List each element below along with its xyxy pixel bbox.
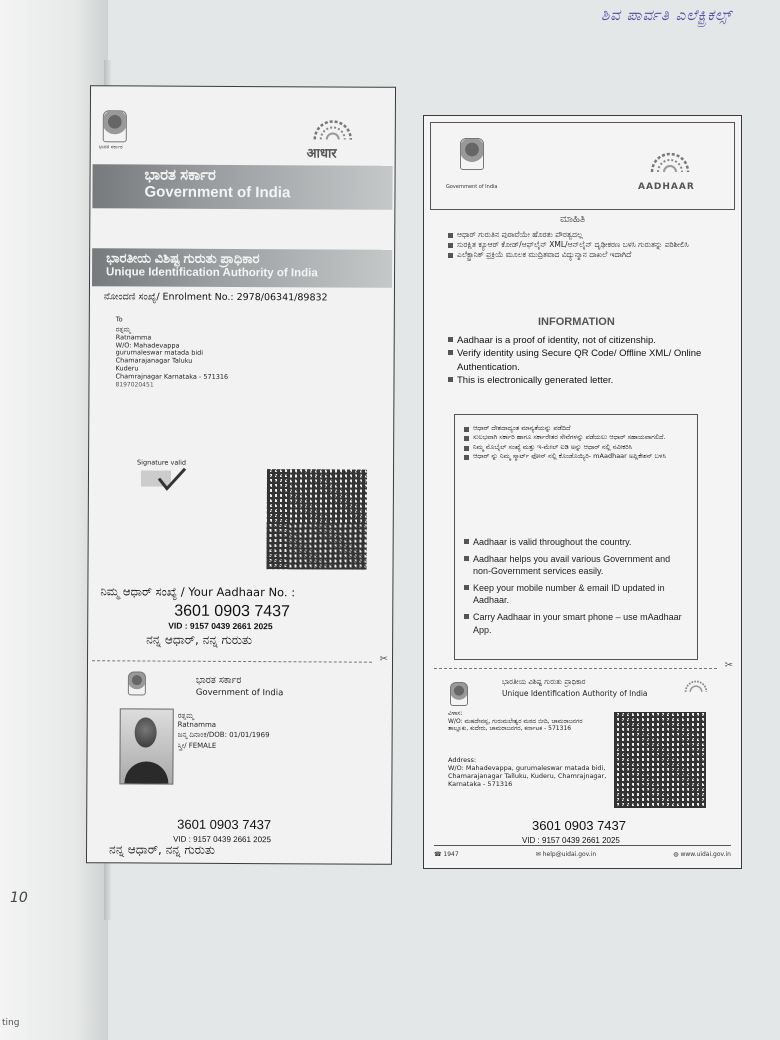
back-uidai: Unique Identification Authority of India <box>502 689 648 698</box>
info-bullet <box>448 230 724 240</box>
address-label: Address: <box>448 756 477 764</box>
ashoka-emblem-icon <box>460 138 484 170</box>
scissors-icon: ✂ <box>379 653 389 665</box>
id-aadhaar-number: 3601 0903 7437 <box>177 816 272 833</box>
vid-number: VID : 9157 0439 2661 2025 <box>168 620 273 632</box>
bullet-icon <box>464 539 469 544</box>
bullet-icon <box>464 585 469 590</box>
footer-phone-text: 1947 <box>443 850 459 858</box>
bullet-icon <box>464 436 469 441</box>
qr-code-back <box>614 712 706 808</box>
bullet-icon <box>448 243 453 248</box>
gov-kannada: ಭಾರತ ಸರ್ಕಾರ <box>144 166 216 184</box>
bullet-text: ಸುರಕ್ಷಿತ ಕ್ಯೂಆರ್ ಕೋಡ್/ಆಫ್‌ಲೈನ್ XML/ಆನ್‌ಲೈನ್ ದೃಢೀಕರಣ ಬಳಸಿ ಗುರುತನ್ನು ಪರಿಶೀಲಿಸಿ <box>457 240 689 250</box>
bullet-text: Aadhaar helps you avail various Government and non-Government services easily. <box>473 553 671 577</box>
bullet-text: ಆಧಾರ್ ನ್ನು ನಿಮ್ಮ ಸ್ಮಾರ್ಟ್ ಫೋನ್ ನಲ್ಲಿ ಕೊಂಡೊಯ್ಯಿರಿ- mAadhaar ಅಪ್ಲಿಕೇಶನ್ ಬಳಸಿ <box>473 452 666 461</box>
handwritten-annotation: ಶಿವ ಪಾರ್ವತಿ ಎಲೆಕ್ಟ್ರಿಕಲ್ಸ್ <box>601 6 732 24</box>
bullet-icon <box>464 455 469 460</box>
email-icon: ✉ <box>535 850 543 858</box>
id-vid-number: VID : 9157 0439 2661 2025 <box>173 834 271 845</box>
address-label-kannada: ವಿಳಾಸ: <box>448 710 463 717</box>
back-gov-kannada: ಭಾರತೀಯ ವಿಶಿಷ್ಟ ಗುರುತು ಪ್ರಾಧಿಕಾರ <box>502 678 586 686</box>
info-bullet <box>464 536 690 549</box>
info-bullet <box>448 374 724 387</box>
address-line: W/O: Mahadevappa <box>115 340 180 350</box>
bullet-icon <box>448 350 453 355</box>
id-name: Ratnamma <box>177 720 217 729</box>
box-english-list <box>464 536 690 636</box>
bullet-icon <box>464 614 469 619</box>
bullet-icon <box>464 556 469 561</box>
bullet-icon <box>464 446 469 451</box>
info-bullet <box>448 240 724 250</box>
address-block <box>115 326 295 389</box>
address-line: Ratnamma <box>115 333 152 342</box>
info-bullet <box>464 452 690 461</box>
id-gov-kannada: ಭಾರತ ಸರ್ಕಾರ <box>195 674 242 687</box>
id-gov-english: Government of India <box>195 687 284 699</box>
back-vid-number: VID : 9157 0439 2661 2025 <box>522 836 620 845</box>
info-bullet <box>464 443 690 452</box>
bullet-text: ನಿಮ್ಮ ಮೊಬೈಲ್ ಸಂಖ್ಯೆ ಮತ್ತು ಇ-ಮೇಲ್ ಐಡಿ ಅನ್ನು ಆಧಾರ್ ನಲ್ಲಿ ನವೀಕರಿಸಿ <box>473 442 633 451</box>
emblem-caption: Government of India <box>446 184 498 190</box>
info-bullet <box>448 347 724 374</box>
aadhaar-logo-icon <box>646 148 694 186</box>
footer-email <box>536 851 596 858</box>
info-bullet <box>464 582 690 607</box>
gov-english: Government of India <box>144 183 291 202</box>
phone-icon: ☎ <box>434 850 444 858</box>
address-text-kannada: W/O: ಮಹದೇವಪ್ಪ, ಗುರುಮಲೇಶ್ವರ ಮಠದ ಬೀದಿ, ಚಾಮರಾಜನಗರ ತಾಲ್ಲೂಕು, ಕುದೇರು, ಚಾಮರಾಜನಗರ, ಕರ್ನಾಟಕ - 571316 <box>448 717 583 732</box>
bullet-text: Aadhaar is valid throughout the country. <box>473 537 632 547</box>
address-line: Kuderu <box>115 364 139 373</box>
footer-web <box>673 851 731 858</box>
bullet-text: ಸುಲಭವಾಗಿ ಸರ್ಕಾರಿ ಹಾಗೂ ಸರ್ಕಾರೇತರ ಸೇವೆಗಳನ್ನು ಪಡೆಯಲು ಆಧಾರ್ ಸಹಾಯವಾಗಲಿದೆ. <box>473 433 666 442</box>
corner-note: ting <box>2 1018 20 1028</box>
bullet-text: This is electronically generated letter. <box>457 374 614 386</box>
globe-icon: ◍ <box>673 850 681 858</box>
tagline: ನನ್ನ ಆಧಾರ್, ನನ್ನ ಗುರುತು <box>146 632 253 648</box>
uidai-english: Unique Identification Authority of India <box>106 266 318 280</box>
address-text: W/O: Mahadevappa, gurumaleswar matada bidi, Chamarajanagar Talluku, Kuderu, Chamrajnagar, Karnataka - 571316 <box>448 764 607 789</box>
bullet-text: Carry Aadhaar in your smart phone – use mAadhaar App. <box>473 611 682 635</box>
aadhaar-logo-icon <box>680 678 712 700</box>
address-line: 8197020451 <box>115 380 154 389</box>
back-aadhaar-number: 3601 0903 7437 <box>532 818 626 833</box>
bullet-icon <box>448 233 453 238</box>
bullet-icon <box>448 253 453 258</box>
footer-web-text: www.uidai.gov.in <box>680 850 731 858</box>
cut-line <box>434 668 717 669</box>
aadhaar-letter-back <box>423 115 742 869</box>
id-name-kannada: ರತ್ನಮ್ಮ <box>177 711 194 720</box>
info-bullet <box>464 433 690 442</box>
english-info-list <box>448 334 724 387</box>
your-aadhaar-label: ನಿಮ್ಮ ಆಧಾರ್ ಸಂಖ್ಯೆ / Your Aadhaar No. : <box>100 584 296 600</box>
aadhaar-letter-front <box>86 85 396 865</box>
to-label: To <box>115 315 123 324</box>
id-dob: ಜನ್ಮ ದಿನಾಂಕ/DOB: 01/01/1969 <box>177 730 270 740</box>
address-line: Chamrajnagar Karnataka - 571316 <box>115 372 229 381</box>
signature-check-icon <box>141 466 193 492</box>
kannada-info-list <box>448 230 724 260</box>
uidai-band <box>92 248 392 288</box>
info-bullet <box>448 250 724 260</box>
bullet-text: ಎಲೆಕ್ಟ್ರಾನಿಕ್ ಪ್ರಕ್ರಿಯೆ ಮೂಲಕ ಮುದ್ರಿತವಾದ ವಿದ್ಯುನ್ಮಾನ ದಾಖಲೆ ಇದಾಗಿದೆ <box>457 250 632 260</box>
government-band <box>92 164 392 210</box>
photo-face <box>135 717 157 747</box>
emblem-caption: ಭಾರತ ಸರ್ಕಾರ <box>98 144 123 151</box>
scissors-icon: ✂ <box>724 660 733 671</box>
info-kannada-heading: ಮಾಹಿತಿ <box>560 214 586 225</box>
bullet-text: ಆಧಾರ್ ದೇಶದಾದ್ಯಂತ ಮಾನ್ಯತೆಯನ್ನು ಪಡೆದಿದೆ <box>473 424 571 432</box>
aadhaar-logo-text: आधार <box>306 146 337 162</box>
aadhaar-logo-text: AADHAAR <box>638 182 695 192</box>
footer-phone <box>434 851 459 858</box>
aadhaar-number: 3601 0903 7437 <box>174 602 291 621</box>
ashoka-emblem-icon <box>128 671 146 695</box>
cut-line <box>92 660 372 662</box>
bullet-text: ಆಧಾರ್ ಗುರುತಿನ ಪುರಾವೆಯೇ ಹೊರತು ಪೌರತ್ವದಲ್ಲ <box>457 230 583 239</box>
ashoka-emblem-icon <box>103 110 127 142</box>
box-kannada-list <box>464 424 690 462</box>
bullet-text: Keep your mobile number & email ID updated in Aadhaar. <box>473 582 665 606</box>
ashoka-emblem-icon <box>450 682 468 706</box>
bullet-text: Aadhaar is a proof of identity, not of citizenship. <box>457 335 656 346</box>
info-bullet <box>464 553 690 578</box>
bullet-icon <box>448 337 453 342</box>
address-line: Chamarajanagar Taluku <box>115 356 193 365</box>
back-address-english <box>448 756 608 789</box>
photo-shoulders <box>124 761 168 783</box>
id-gender: ಸ್ತ್ರೀ/ FEMALE <box>177 741 217 750</box>
qr-code-front <box>267 469 368 570</box>
bullet-icon <box>448 377 453 382</box>
info-bullet <box>464 611 690 636</box>
info-bullet <box>448 334 724 347</box>
holder-photo <box>119 708 173 784</box>
id-tagline: ನನ್ನ ಆಧಾರ್, ನನ್ನ ಗುರುತು <box>109 842 216 857</box>
bullet-icon <box>464 427 469 432</box>
footer-contacts <box>434 845 731 860</box>
margin-note: 10 <box>10 890 28 906</box>
enrolment-number: ನೋಂದಣಿ ಸಂಖ್ಯೆ/ Enrolment No.: 2978/06341/89832 <box>103 291 328 304</box>
info-bullet <box>464 424 690 433</box>
uidai-kannada: ಭಾರತೀಯ ವಿಶಿಷ್ಟ ಗುರುತು ಪ್ರಾಧಿಕಾರ <box>106 250 260 267</box>
signature-valid-label: Signature valid <box>137 458 187 467</box>
footer-email-text: help@uidai.gov.in <box>542 850 597 858</box>
address-line: ರತ್ನಮ್ಮ <box>115 325 131 334</box>
information-heading: INFORMATION <box>538 316 615 328</box>
address-line: gurumaleswar matada bidi <box>115 348 204 358</box>
bullet-text: Verify identity using Secure QR Code/ Offline XML/ Online Authentication. <box>457 348 702 373</box>
back-address-kannada <box>448 710 598 733</box>
